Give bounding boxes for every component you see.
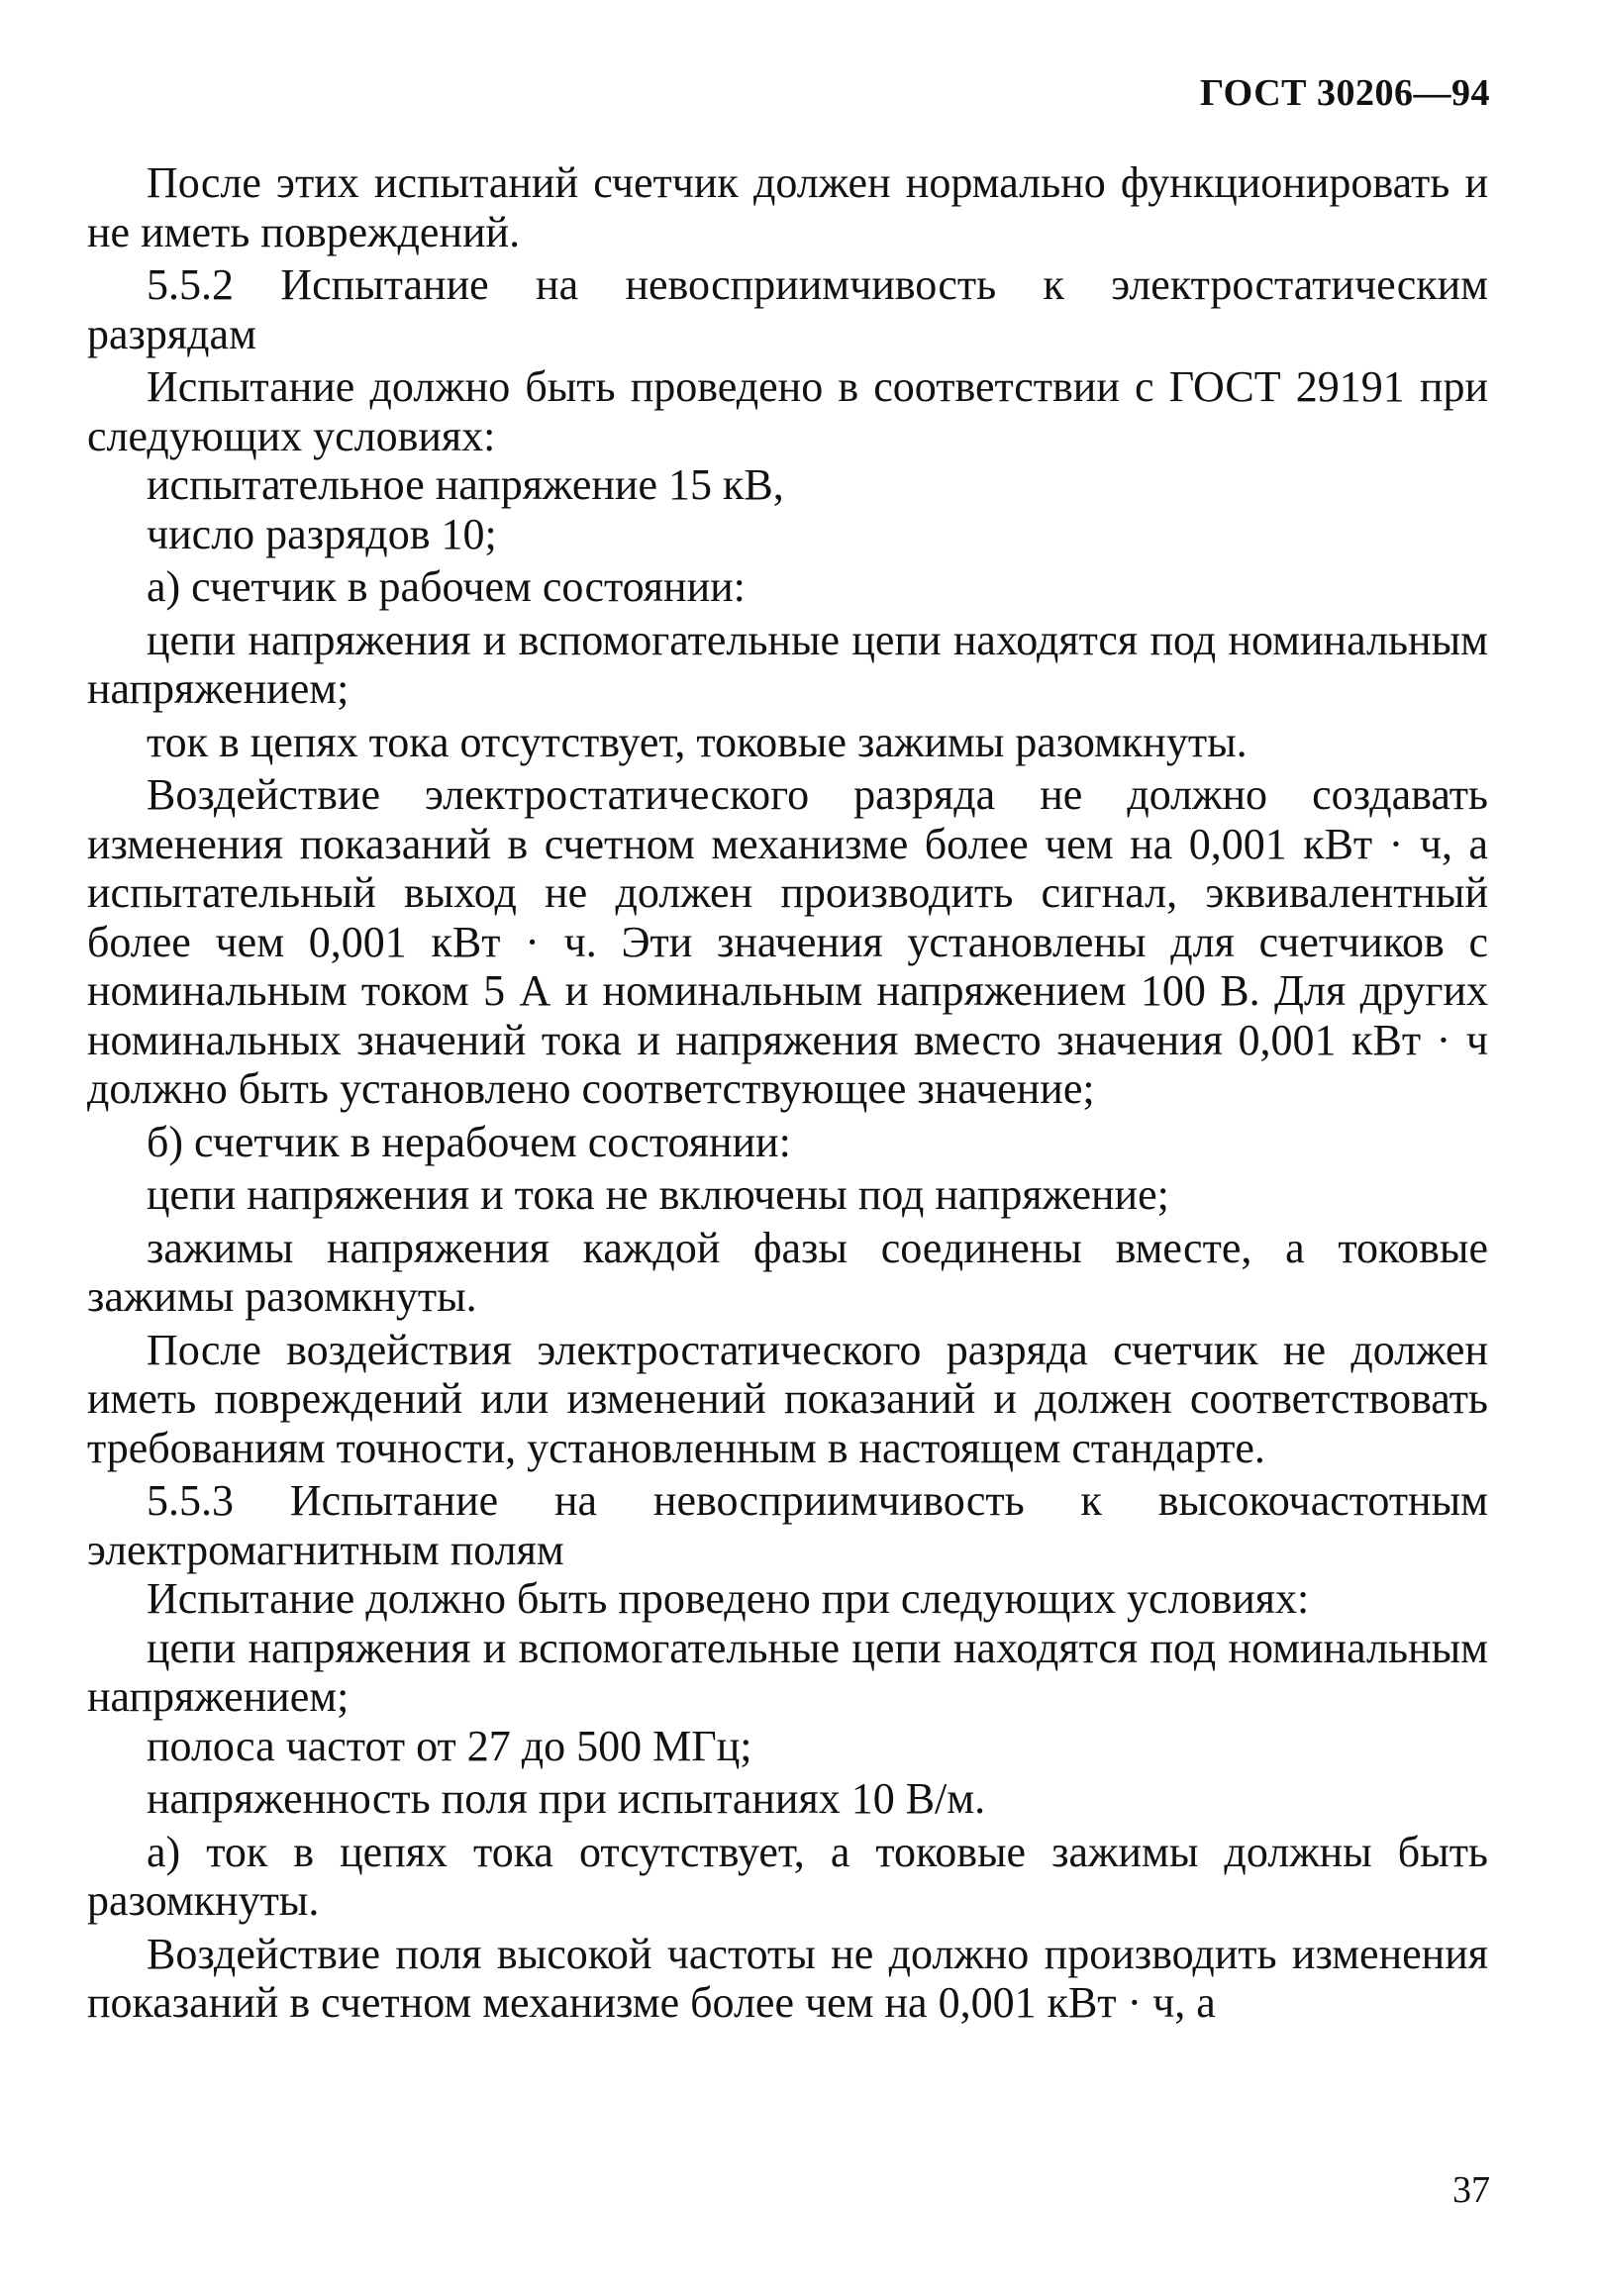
item-a-working-state: а) счетчик в рабочем состоянии: bbox=[147, 562, 746, 611]
condition-frequency-band: полоса частот от 27 до 500 МГц; bbox=[147, 1721, 752, 1770]
condition-discharge-count: число разрядов 10; bbox=[147, 509, 497, 558]
paragraph-test-conditions: Испытание должно быть проведено в соответствии с ГОСТ 29191 при следующих условиях: bbox=[87, 362, 1488, 460]
page-number: 37 bbox=[1452, 2169, 1490, 2211]
paragraph-current-circuits: ток в цепях тока отсутствует, токовые зажимы разомкнуты. bbox=[147, 717, 1248, 766]
paragraph-voltage-circuits: цепи напряжения и вспомогательные цепи находятся под номинальным напряжением; bbox=[87, 615, 1488, 713]
condition-field-strength: напряженность поля при испытаниях 10 В/м. bbox=[147, 1774, 986, 1823]
item-b-idle-state: б) счетчик в нерабочем состоянии: bbox=[147, 1117, 791, 1166]
condition-test-voltage: испытательное напряжение 15 кВ, bbox=[147, 460, 784, 509]
paragraph-hf-voltage-circuits: цепи напряжения и вспомогательные цепи находятся под номинальным напряжением; bbox=[87, 1623, 1488, 1721]
item-a-current-absent: а) ток в цепях тока отсутствует, а токовые зажимы должны быть разомкнуты. bbox=[87, 1827, 1488, 1925]
section-heading-5-5-2: 5.5.2 Испытание на невосприимчивость к электростатическим разрядам bbox=[87, 260, 1488, 358]
paragraph-after-esd: После воздействия электростатического разряда счетчик не должен иметь повреждений или изменений показаний и должен соответствовать требованиям точности, установленным в настоящем стандарте. bbox=[87, 1325, 1488, 1472]
document-body bbox=[87, 158, 1488, 2028]
paragraph-after-tests: После этих испытаний счетчик должен нормально функционировать и не иметь повреждений. bbox=[87, 158, 1488, 256]
paragraph-hf-effect: Воздействие поля высокой частоты не должно производить изменения показаний в счетном механизме более чем на 0,001 кВт · ч, а bbox=[87, 1929, 1488, 2027]
paragraph-circuits-not-energized: цепи напряжения и тока не включены под напряжение; bbox=[147, 1170, 1169, 1219]
document-header: ГОСТ 30206—94 bbox=[1199, 72, 1490, 114]
paragraph-phase-terminals: зажимы напряжения каждой фазы соединены вместе, а токовые зажимы разомкнуты. bbox=[87, 1223, 1488, 1321]
paragraph-esd-effect: Воздействие электростатического разряда не должно создавать изменения показаний в счетном механизме более чем на 0,001 кВт · ч, а испытательный выход не должен производить сигнал, эквивалентный более чем 0,001 кВт · ч. Эти значения установлены для счетчиков с номинальным током 5 А и номинальным напряжением 100 В. Для других номинальных значений тока и напряжения вместо значения 0,001 кВт · ч должно быть установлено соответствующее значение; bbox=[87, 770, 1488, 1113]
paragraph-hf-conditions: Испытание должно быть проведено при следующих условиях: bbox=[147, 1574, 1310, 1623]
section-heading-5-5-3: 5.5.3 Испытание на невосприимчивость к высокочастотным электромагнитным полям bbox=[87, 1476, 1488, 1574]
